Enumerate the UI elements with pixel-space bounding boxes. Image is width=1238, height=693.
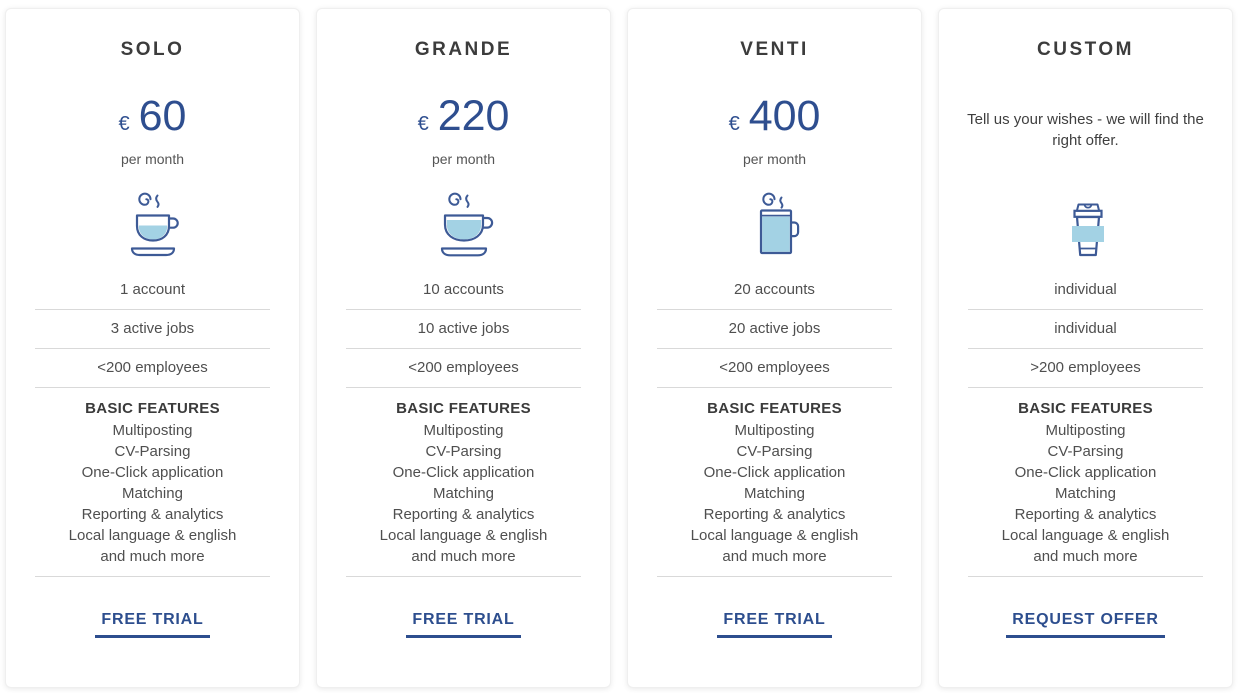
features-heading: BASIC FEATURES bbox=[396, 400, 531, 417]
plan-title: CUSTOM bbox=[1037, 39, 1134, 60]
feature-item: Multiposting bbox=[423, 422, 504, 439]
free-trial-link[interactable]: FREE TRIAL bbox=[717, 611, 831, 638]
plan-card-solo bbox=[5, 8, 300, 688]
spec-rows bbox=[35, 271, 269, 388]
feature-item: One-Click application bbox=[81, 464, 224, 481]
feature-item: One-Click application bbox=[703, 464, 846, 481]
feature-item: CV-Parsing bbox=[425, 443, 502, 460]
active-jobs-row: 20 active jobs bbox=[657, 310, 891, 349]
active-jobs-row: 3 active jobs bbox=[35, 310, 269, 349]
plan-card-custom bbox=[938, 8, 1233, 688]
feature-item: and much more bbox=[1033, 548, 1138, 565]
price-block bbox=[118, 91, 187, 167]
feature-item: Matching bbox=[122, 485, 183, 502]
price bbox=[118, 91, 187, 148]
feature-item: Reporting & analytics bbox=[1014, 506, 1157, 523]
features-list bbox=[346, 398, 580, 577]
plan-title: SOLO bbox=[120, 39, 185, 60]
feature-item: and much more bbox=[411, 548, 516, 565]
feature-item: Matching bbox=[1055, 485, 1116, 502]
spec-rows bbox=[346, 271, 580, 388]
features-heading: BASIC FEATURES bbox=[707, 400, 842, 417]
active-jobs-row: 10 active jobs bbox=[346, 310, 580, 349]
active-jobs-row: individual bbox=[968, 310, 1202, 349]
price-period: per month bbox=[120, 150, 185, 167]
accounts-row: 20 accounts bbox=[657, 271, 891, 310]
feature-item: Local language & english bbox=[1001, 527, 1170, 544]
feature-item: CV-Parsing bbox=[114, 443, 191, 460]
employees-row: >200 employees bbox=[968, 349, 1202, 388]
feature-item: Multiposting bbox=[734, 422, 815, 439]
price bbox=[417, 91, 510, 148]
feature-item: CV-Parsing bbox=[736, 443, 813, 460]
feature-item: Matching bbox=[433, 485, 494, 502]
employees-row: <200 employees bbox=[35, 349, 269, 388]
feature-item: CV-Parsing bbox=[1047, 443, 1124, 460]
feature-item: Local language & english bbox=[690, 527, 859, 544]
feature-item: Multiposting bbox=[1045, 422, 1126, 439]
cta-area bbox=[1006, 611, 1164, 638]
features-heading: BASIC FEATURES bbox=[1018, 400, 1153, 417]
features-heading: BASIC FEATURES bbox=[85, 400, 220, 417]
spec-rows bbox=[657, 271, 891, 388]
spec-rows bbox=[968, 271, 1202, 388]
cta-area bbox=[95, 611, 209, 638]
price-period: per month bbox=[742, 150, 807, 167]
employees-row: <200 employees bbox=[346, 349, 580, 388]
accounts-row: 1 account bbox=[35, 271, 269, 310]
feature-item: and much more bbox=[722, 548, 827, 565]
price-amount: 400 bbox=[748, 91, 821, 140]
feature-item: Reporting & analytics bbox=[703, 506, 846, 523]
feature-item: One-Click application bbox=[1014, 464, 1157, 481]
price-period: per month bbox=[431, 150, 496, 167]
accounts-row: 10 accounts bbox=[346, 271, 580, 310]
feature-item: Local language & english bbox=[68, 527, 237, 544]
features-list bbox=[657, 398, 891, 577]
employees-row: <200 employees bbox=[657, 349, 891, 388]
cta-area bbox=[406, 611, 520, 638]
feature-item: One-Click application bbox=[392, 464, 535, 481]
price-amount: 220 bbox=[437, 91, 510, 140]
coffee-mug-icon bbox=[737, 189, 813, 265]
free-trial-link[interactable]: FREE TRIAL bbox=[95, 611, 209, 638]
features-list bbox=[35, 398, 269, 577]
price bbox=[728, 91, 821, 148]
plan-title: GRANDE bbox=[414, 39, 513, 60]
price-amount: 60 bbox=[138, 91, 187, 140]
togo-cup-icon bbox=[1048, 189, 1124, 265]
plan-card-grande bbox=[316, 8, 611, 688]
currency-symbol: € bbox=[417, 112, 429, 135]
cappuccino-cup-icon bbox=[426, 189, 502, 265]
currency-symbol: € bbox=[118, 112, 130, 135]
free-trial-link[interactable]: FREE TRIAL bbox=[406, 611, 520, 638]
request-offer-link[interactable]: REQUEST OFFER bbox=[1006, 611, 1164, 638]
cta-area bbox=[717, 611, 831, 638]
plan-card-venti bbox=[627, 8, 922, 688]
feature-item: Reporting & analytics bbox=[81, 506, 224, 523]
accounts-row: individual bbox=[968, 271, 1202, 310]
feature-item: and much more bbox=[100, 548, 205, 565]
intro-block bbox=[939, 97, 1232, 163]
feature-item: Matching bbox=[744, 485, 805, 502]
feature-item: Multiposting bbox=[112, 422, 193, 439]
features-list bbox=[968, 398, 1202, 577]
feature-item: Local language & english bbox=[379, 527, 548, 544]
price-block bbox=[728, 91, 821, 167]
custom-intro-text: Tell us your wishes - we will find the right offer. bbox=[967, 111, 1204, 149]
plan-title: VENTI bbox=[740, 39, 809, 60]
currency-symbol: € bbox=[728, 112, 740, 135]
price-block bbox=[417, 91, 510, 167]
feature-item: Reporting & analytics bbox=[392, 506, 535, 523]
espresso-cup-icon bbox=[115, 189, 191, 265]
